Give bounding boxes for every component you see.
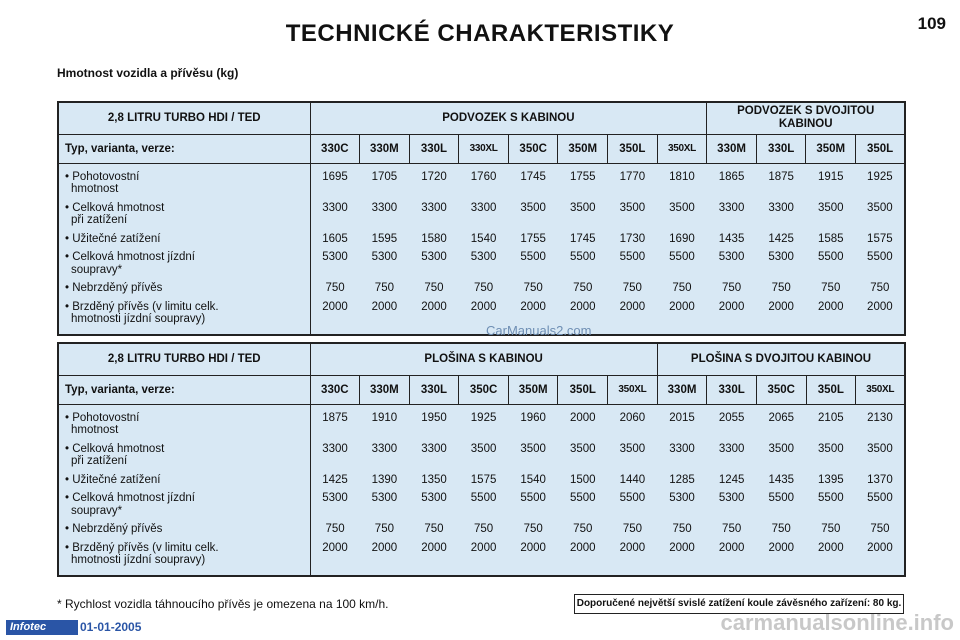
value-cell: 750 bbox=[806, 282, 856, 301]
type-header: 350M bbox=[508, 375, 558, 404]
table-row bbox=[58, 301, 905, 335]
value-cell: 1585 bbox=[806, 233, 856, 252]
value-cell: 750 bbox=[409, 523, 459, 542]
value-cell: 1435 bbox=[756, 474, 806, 493]
type-header: 330XL bbox=[459, 134, 509, 163]
value-cell: 5300 bbox=[459, 251, 509, 282]
value-cell: 1580 bbox=[409, 233, 459, 252]
value-cell: 1245 bbox=[707, 474, 757, 493]
value-cell: 3300 bbox=[409, 443, 459, 474]
value-cell: 1755 bbox=[558, 163, 608, 202]
table-row bbox=[58, 492, 905, 523]
value-cell: 2105 bbox=[806, 404, 856, 443]
value-cell: 1755 bbox=[508, 233, 558, 252]
value-cell: 1575 bbox=[459, 474, 509, 493]
value-cell: 1810 bbox=[657, 163, 707, 202]
value-cell: 3300 bbox=[657, 443, 707, 474]
chassis-cab-weights-table bbox=[57, 101, 906, 336]
type-header: 330M bbox=[360, 134, 410, 163]
type-header: 350L bbox=[856, 134, 906, 163]
value-cell: 750 bbox=[310, 282, 360, 301]
value-cell: 750 bbox=[608, 523, 658, 542]
value-cell: 5500 bbox=[856, 251, 906, 282]
value-cell: 750 bbox=[459, 523, 509, 542]
parameter-label-line: soupravy* bbox=[71, 504, 123, 517]
value-cell: 2015 bbox=[657, 404, 707, 443]
value-cell: 3500 bbox=[508, 443, 558, 474]
value-cell: 5500 bbox=[558, 492, 608, 523]
value-cell: 5500 bbox=[508, 492, 558, 523]
value-cell: 3500 bbox=[756, 443, 806, 474]
table-row bbox=[58, 202, 905, 233]
engine-header: 2,8 LITRU TURBO HDI / TED bbox=[58, 102, 310, 134]
value-cell: 5300 bbox=[360, 251, 410, 282]
value-cell: 3300 bbox=[756, 202, 806, 233]
page-title: TECHNICKÉ CHARAKTERISTIKY bbox=[285, 20, 675, 47]
parameter-label bbox=[58, 443, 310, 474]
value-cell: 5500 bbox=[608, 492, 658, 523]
value-cell: 2000 bbox=[806, 542, 856, 576]
value-cell: 1425 bbox=[310, 474, 360, 493]
parameter-label bbox=[58, 542, 310, 576]
parameter-label bbox=[58, 404, 310, 443]
value-cell: 1575 bbox=[856, 233, 906, 252]
type-header: 330L bbox=[409, 375, 459, 404]
type-header: 350C bbox=[459, 375, 509, 404]
parameter-label-line: hmotnost bbox=[71, 424, 119, 436]
value-cell: 5300 bbox=[409, 492, 459, 523]
parameter-label-line: • Užitečné zatížení bbox=[65, 232, 161, 245]
value-cell: 1925 bbox=[856, 163, 906, 202]
parameter-label-line: hmotnost bbox=[71, 183, 119, 195]
recommendation-box: Doporučené největší svislé zatížení koule závěsného zařízení: 80 kg. bbox=[574, 594, 904, 614]
value-cell: 3500 bbox=[558, 443, 608, 474]
value-cell: 750 bbox=[707, 523, 757, 542]
group-header-line: KABINOU bbox=[778, 118, 833, 131]
type-header: 350M bbox=[806, 134, 856, 163]
value-cell: 1595 bbox=[360, 233, 410, 252]
value-cell: 1865 bbox=[707, 163, 757, 202]
watermark: CarManuals2.com bbox=[486, 323, 592, 338]
value-cell: 2000 bbox=[657, 301, 707, 335]
parameter-label bbox=[58, 233, 310, 252]
value-cell: 1875 bbox=[310, 404, 360, 443]
value-cell: 2000 bbox=[558, 404, 608, 443]
value-cell: 3500 bbox=[508, 202, 558, 233]
value-cell: 1950 bbox=[409, 404, 459, 443]
types-row bbox=[58, 134, 905, 163]
value-cell: 5300 bbox=[707, 251, 757, 282]
value-cell: 5300 bbox=[409, 251, 459, 282]
value-cell: 3500 bbox=[558, 202, 608, 233]
parameter-label-line: • Brzděný přívěs (v limitu celk. bbox=[65, 300, 219, 313]
parameter-label bbox=[58, 202, 310, 233]
table-row bbox=[58, 163, 905, 202]
value-cell: 1390 bbox=[360, 474, 410, 493]
value-cell: 750 bbox=[360, 282, 410, 301]
value-cell: 5500 bbox=[756, 492, 806, 523]
value-cell: 1730 bbox=[608, 233, 658, 252]
value-cell: 2000 bbox=[409, 301, 459, 335]
value-cell: 1395 bbox=[806, 474, 856, 493]
parameter-label-line: • Nebrzděný přívěs bbox=[65, 523, 163, 535]
value-cell: 1720 bbox=[409, 163, 459, 202]
type-header: 350XL bbox=[657, 134, 707, 163]
value-cell: 750 bbox=[459, 282, 509, 301]
value-cell: 2000 bbox=[608, 301, 658, 335]
value-cell: 1770 bbox=[608, 163, 658, 202]
parameter-label-line: • Pohotovostní bbox=[65, 411, 140, 424]
value-cell: 3500 bbox=[856, 443, 906, 474]
value-cell: 5300 bbox=[310, 492, 360, 523]
value-cell: 3300 bbox=[707, 202, 757, 233]
value-cell: 2000 bbox=[756, 542, 806, 576]
infotec-logo: Infotec bbox=[6, 620, 78, 635]
value-cell: 5300 bbox=[756, 251, 806, 282]
value-cell: 2000 bbox=[409, 542, 459, 576]
value-cell: 3300 bbox=[360, 202, 410, 233]
value-cell: 3500 bbox=[806, 443, 856, 474]
platform-cab-weights-table bbox=[57, 342, 906, 577]
value-cell: 1285 bbox=[657, 474, 707, 493]
table-row bbox=[58, 443, 905, 474]
value-cell: 750 bbox=[508, 282, 558, 301]
value-cell: 2000 bbox=[707, 542, 757, 576]
footer-url: carmanualsonline.info bbox=[720, 610, 954, 635]
value-cell: 2000 bbox=[756, 301, 806, 335]
parameter-label-line: při zatížení bbox=[71, 214, 128, 226]
parameter-label bbox=[58, 523, 310, 542]
table-row bbox=[58, 542, 905, 576]
value-cell: 750 bbox=[856, 282, 906, 301]
value-cell: 1540 bbox=[508, 474, 558, 493]
value-cell: 1745 bbox=[508, 163, 558, 202]
parameter-label bbox=[58, 474, 310, 493]
footer-date: 01-01-2005 bbox=[80, 620, 142, 634]
value-cell: 750 bbox=[657, 282, 707, 301]
value-cell: 3300 bbox=[310, 443, 360, 474]
value-cell: 2000 bbox=[508, 301, 558, 335]
value-cell: 3500 bbox=[608, 443, 658, 474]
value-cell: 5500 bbox=[459, 492, 509, 523]
group-header-platform-cab: PLOŠINA S KABINOU bbox=[310, 343, 657, 375]
type-header: 350C bbox=[756, 375, 806, 404]
group-header-chassis-double-cab bbox=[707, 102, 905, 134]
parameter-label-line: hmotnosti jízdní soupravy) bbox=[71, 313, 206, 325]
value-cell: 3300 bbox=[409, 202, 459, 233]
parameter-label-line: soupravy* bbox=[71, 263, 123, 276]
value-cell: 2000 bbox=[558, 542, 608, 576]
value-cell: 1760 bbox=[459, 163, 509, 202]
value-cell: 750 bbox=[657, 523, 707, 542]
value-cell: 5500 bbox=[657, 251, 707, 282]
table-row bbox=[58, 523, 905, 542]
value-cell: 1925 bbox=[459, 404, 509, 443]
value-cell: 1915 bbox=[806, 163, 856, 202]
page-number: 109 bbox=[917, 14, 946, 33]
value-cell: 1425 bbox=[756, 233, 806, 252]
type-header: 330L bbox=[409, 134, 459, 163]
value-cell: 2000 bbox=[806, 301, 856, 335]
value-cell: 3300 bbox=[310, 202, 360, 233]
table-row bbox=[58, 251, 905, 282]
value-cell: 2065 bbox=[756, 404, 806, 443]
type-header: 350L bbox=[608, 134, 658, 163]
value-cell: 750 bbox=[409, 282, 459, 301]
value-cell: 2000 bbox=[360, 301, 410, 335]
parameter-label bbox=[58, 163, 310, 202]
value-cell: 2055 bbox=[707, 404, 757, 443]
type-header: 330L bbox=[756, 134, 806, 163]
value-cell: 2000 bbox=[856, 542, 906, 576]
value-cell: 750 bbox=[310, 523, 360, 542]
value-cell: 1695 bbox=[310, 163, 360, 202]
value-cell: 750 bbox=[608, 282, 658, 301]
value-cell: 5300 bbox=[657, 492, 707, 523]
value-cell: 2000 bbox=[459, 542, 509, 576]
type-header: 330M bbox=[360, 375, 410, 404]
parameter-label-line: hmotnosti jízdní soupravy) bbox=[71, 554, 206, 566]
value-cell: 3500 bbox=[459, 443, 509, 474]
value-cell: 1875 bbox=[756, 163, 806, 202]
value-cell: 1690 bbox=[657, 233, 707, 252]
parameter-label-line: • Nebrzděný přívěs bbox=[65, 282, 163, 294]
value-cell: 750 bbox=[360, 523, 410, 542]
table-row bbox=[58, 282, 905, 301]
value-cell: 1540 bbox=[459, 233, 509, 252]
value-cell: 5500 bbox=[608, 251, 658, 282]
value-cell: 3300 bbox=[360, 443, 410, 474]
value-cell: 1350 bbox=[409, 474, 459, 493]
value-cell: 3500 bbox=[608, 202, 658, 233]
value-cell: 1435 bbox=[707, 233, 757, 252]
type-header: 330M bbox=[657, 375, 707, 404]
value-cell: 5300 bbox=[707, 492, 757, 523]
type-header: 330L bbox=[707, 375, 757, 404]
value-cell: 750 bbox=[856, 523, 906, 542]
value-cell: 5500 bbox=[806, 492, 856, 523]
value-cell: 2000 bbox=[508, 542, 558, 576]
weights-body bbox=[58, 404, 905, 576]
value-cell: 1605 bbox=[310, 233, 360, 252]
value-cell: 2000 bbox=[856, 301, 906, 335]
type-header: 350XL bbox=[608, 375, 658, 404]
value-cell: 750 bbox=[756, 282, 806, 301]
value-cell: 3500 bbox=[657, 202, 707, 233]
parameter-label bbox=[58, 251, 310, 282]
value-cell: 2000 bbox=[310, 301, 360, 335]
type-header: 350XL bbox=[856, 375, 906, 404]
type-label: Typ, varianta, verze: bbox=[58, 375, 310, 404]
parameter-label-line: • Pohotovostní bbox=[65, 170, 140, 183]
parameter-label-line: • Brzděný přívěs (v limitu celk. bbox=[65, 541, 219, 554]
value-cell: 750 bbox=[707, 282, 757, 301]
parameter-label bbox=[58, 282, 310, 301]
table-row bbox=[58, 233, 905, 252]
value-cell: 3300 bbox=[707, 443, 757, 474]
value-cell: 2000 bbox=[310, 542, 360, 576]
type-header: 330C bbox=[310, 134, 360, 163]
value-cell: 5500 bbox=[856, 492, 906, 523]
parameter-label-line: • Užitečné zatížení bbox=[65, 473, 161, 486]
value-cell: 1440 bbox=[608, 474, 658, 493]
value-cell: 750 bbox=[558, 523, 608, 542]
value-cell: 1910 bbox=[360, 404, 410, 443]
weights-body bbox=[58, 163, 905, 335]
table-row bbox=[58, 404, 905, 443]
value-cell: 2000 bbox=[707, 301, 757, 335]
value-cell: 1960 bbox=[508, 404, 558, 443]
types-row bbox=[58, 375, 905, 404]
parameter-label-line: • Celková hmotnost jízdní bbox=[65, 492, 195, 504]
type-header: 350M bbox=[558, 134, 608, 163]
parameter-label-line: • Celková hmotnost jízdní bbox=[65, 251, 195, 263]
value-cell: 2000 bbox=[459, 301, 509, 335]
value-cell: 750 bbox=[756, 523, 806, 542]
value-cell: 2000 bbox=[657, 542, 707, 576]
value-cell: 5500 bbox=[806, 251, 856, 282]
type-label: Typ, varianta, verze: bbox=[58, 134, 310, 163]
parameter-label-line: při zatížení bbox=[71, 455, 128, 467]
value-cell: 3500 bbox=[806, 202, 856, 233]
value-cell: 5300 bbox=[310, 251, 360, 282]
value-cell: 750 bbox=[508, 523, 558, 542]
value-cell: 2000 bbox=[360, 542, 410, 576]
value-cell: 3300 bbox=[459, 202, 509, 233]
value-cell: 5500 bbox=[508, 251, 558, 282]
parameter-label bbox=[58, 492, 310, 523]
type-header: 350C bbox=[508, 134, 558, 163]
parameter-label bbox=[58, 301, 310, 335]
footnote: * Rychlost vozidla táhnoucího přívěs je omezena na 100 km/h. bbox=[57, 597, 389, 611]
group-header-line: PODVOZEK S DVOJITOU bbox=[737, 105, 875, 118]
value-cell: 2000 bbox=[608, 542, 658, 576]
type-header: 350L bbox=[558, 375, 608, 404]
value-cell: 2000 bbox=[558, 301, 608, 335]
value-cell: 2130 bbox=[856, 404, 906, 443]
parameter-label-line: • Celková hmotnost bbox=[65, 442, 165, 455]
value-cell: 1500 bbox=[558, 474, 608, 493]
value-cell: 5300 bbox=[360, 492, 410, 523]
engine-header: 2,8 LITRU TURBO HDI / TED bbox=[58, 343, 310, 375]
value-cell: 2060 bbox=[608, 404, 658, 443]
value-cell: 1705 bbox=[360, 163, 410, 202]
group-header-platform-double-cab: PLOŠINA S DVOJITOU KABINOU bbox=[657, 343, 905, 375]
table-row bbox=[58, 474, 905, 493]
value-cell: 3500 bbox=[856, 202, 906, 233]
type-header: 350L bbox=[806, 375, 856, 404]
type-header: 330M bbox=[707, 134, 757, 163]
parameter-label-line: • Celková hmotnost bbox=[65, 201, 165, 214]
group-header-chassis-cab: PODVOZEK S KABINOU bbox=[310, 102, 707, 134]
value-cell: 5500 bbox=[558, 251, 608, 282]
section-heading: Hmotnost vozidla a přívěsu (kg) bbox=[57, 66, 239, 80]
value-cell: 1745 bbox=[558, 233, 608, 252]
value-cell: 750 bbox=[806, 523, 856, 542]
type-header: 330C bbox=[310, 375, 360, 404]
value-cell: 750 bbox=[558, 282, 608, 301]
value-cell: 1370 bbox=[856, 474, 906, 493]
